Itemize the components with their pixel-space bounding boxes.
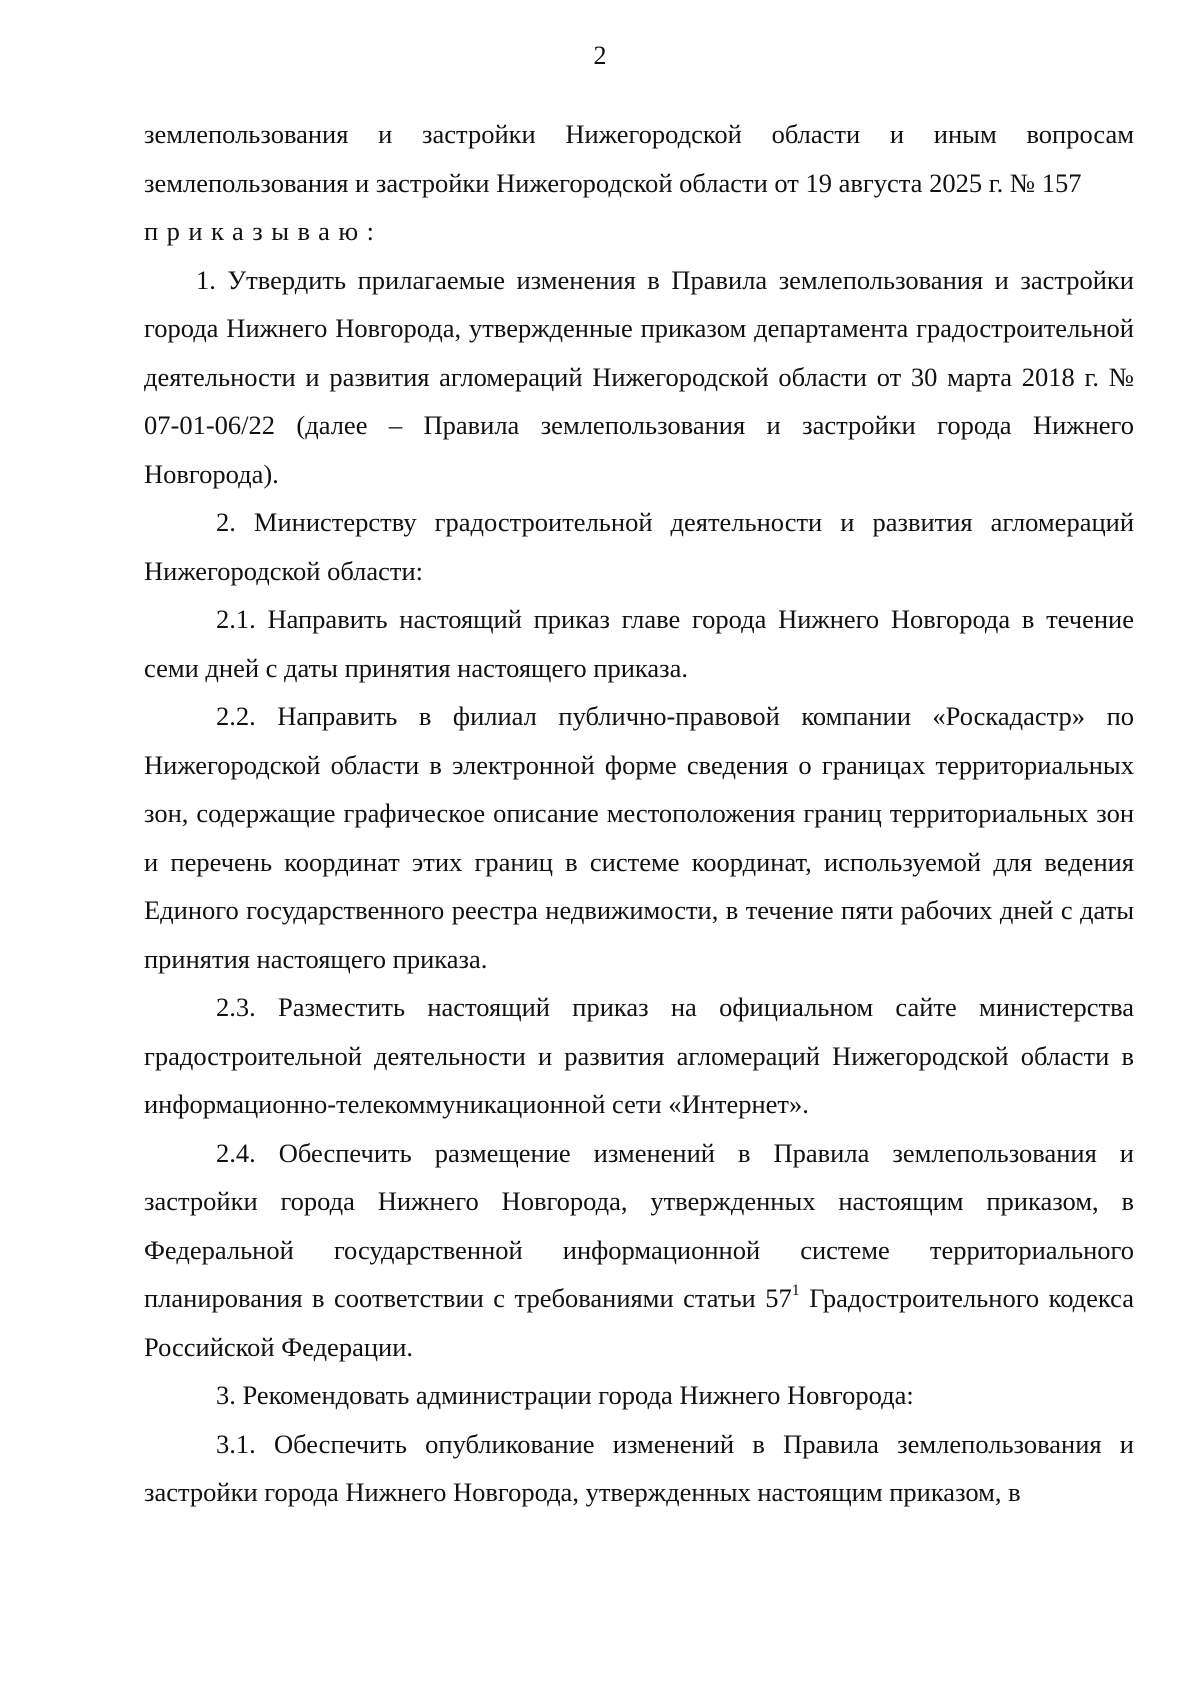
page-number: 2	[593, 41, 607, 70]
preamble-paragraph: землепользования и застройки Нижегородской области и иным вопросам землепользования и застройки Нижегородской области от 19 августа 2025 г. № 157	[144, 119, 1134, 198]
paragraph-2-4	[144, 1129, 1134, 1372]
paragraph-2-2: 2.2. Направить в филиал публично-правовой компании «Роскадастр» по Нижегородской области в электронной форме сведения о границах территориальных зон, содержащие графическое описание местоположения границ территориальных зон и перечень координат этих границ в системе координат, используемой для ведения Единого государственного реестра недвижимости, в течение пяти рабочих дней с даты принятия настоящего приказа.	[144, 701, 1134, 974]
paragraph-1: 1. Утвердить прилагаемые изменения в Правила землепользования и застройки города Нижнего Новгорода, утвержденные приказом департамента градостроительной деятельности и развития агломераций Нижегородской области от 30 марта 2018 г. № 07-01-06/22 (далее – Правила землепользования и застройки города Нижнего Новгорода).	[144, 264, 1134, 489]
document-body	[144, 110, 1134, 1517]
paragraph-2-4-text: 2.4. Обеспечить размещение изменений в Правила землепользования и застройки города Нижнего Новгорода, утвержденных настоящим приказом, в Федеральной государственной информационной системе территориального планирования в соответствии с требованиями статьи 57	[144, 1137, 1134, 1313]
article-superscript: 1	[791, 1281, 800, 1299]
order-word: приказываю:	[144, 216, 383, 246]
paragraph-2: 2. Министерству градостроительной деятельности и развития агломераций Нижегородской области:	[144, 507, 1134, 586]
paragraph-3: 3. Рекомендовать администрации города Нижнего Новгорода:	[216, 1380, 914, 1410]
paragraph-2-4-text-end: Градостроительного кодекса Российской Федерации.	[144, 1283, 1134, 1362]
paragraph-2-3: 2.3. Разместить настоящий приказ на официальном сайте министерства градостроительной деятельности и развития агломераций Нижегородской области в информационно-телекоммуникационной сети «Интернет».	[144, 992, 1134, 1119]
paragraph-2-1: 2.1. Направить настоящий приказ главе города Нижнего Новгорода в течение семи дней с даты принятия настоящего приказа.	[144, 604, 1134, 683]
paragraph-3-1: 3.1. Обеспечить опубликование изменений в Правила землепользования и застройки города Нижнего Новгорода, утвержденных настоящим приказом, в	[144, 1428, 1134, 1507]
